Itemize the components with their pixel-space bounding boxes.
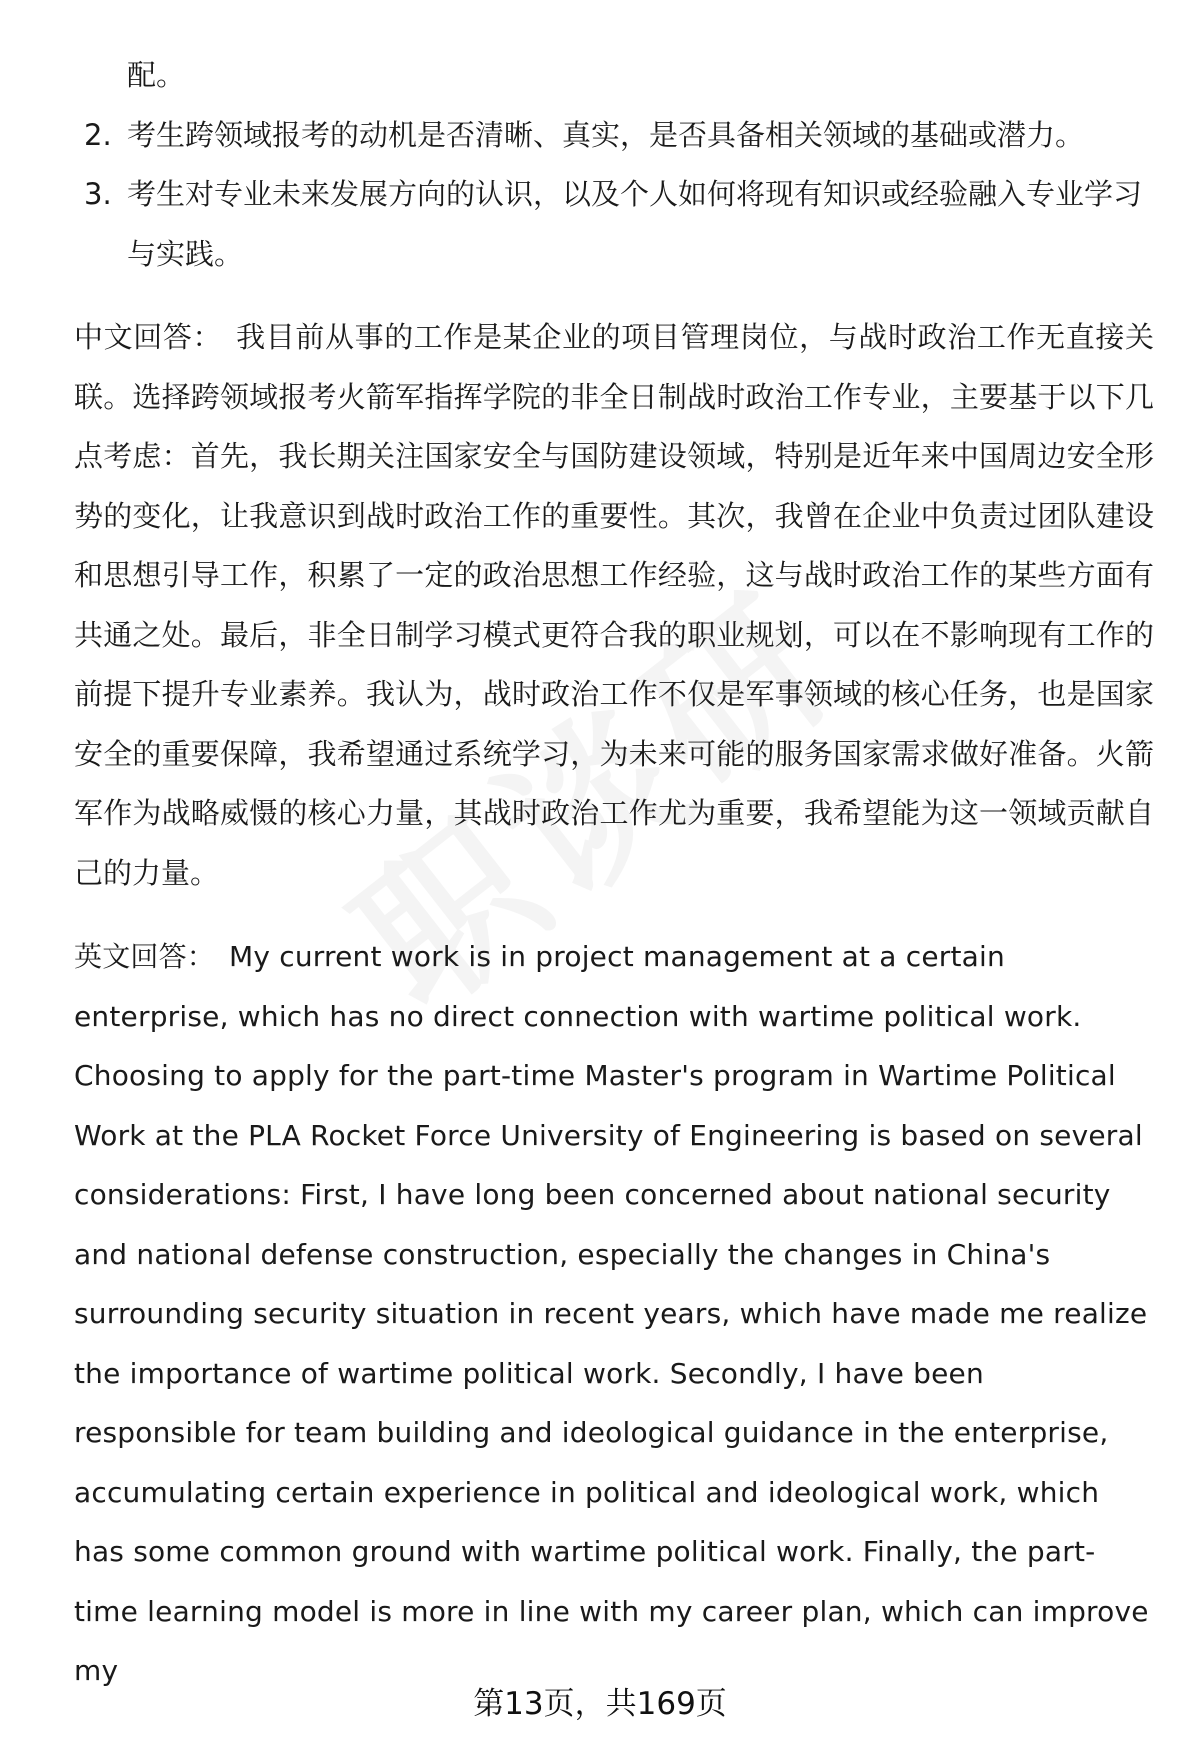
- list-item: [74, 165, 1154, 284]
- page-number-footer: 第13页，共169页: [473, 1686, 727, 1722]
- english-answer-label: 英文回答：: [74, 940, 216, 973]
- list-item-number: 3.: [84, 177, 112, 211]
- document-body: [74, 46, 1154, 1701]
- list-continuation: 配。: [127, 58, 186, 92]
- english-answer-paragraph: [74, 927, 1154, 1701]
- list-item: [74, 106, 1154, 166]
- english-answer-text: My current work is in project management at a certain enterprise, which has no direct connection with wartime political work. Choosing to apply for the part-time Master's program in Wartime Political Work at the PLA Rocket Force University of Engineering is based on several considerations: First, I have long been concerned about national security and national defense construction, especially the changes in China's surrounding security situation in recent years, which have made me realize the importance of wartime political work. Secondly, I have been responsible for team building and ideological guidance in the enterprise, accumulating certain experience in political and ideological work, which has some common ground with wartime political work. Finally, the part-time learning model is more in line with my career plan, which can improve my: [74, 940, 1149, 1687]
- chinese-answer-label: 中文回答：: [74, 320, 223, 354]
- list-item-number: 2.: [84, 117, 112, 152]
- chinese-answer-paragraph: [74, 308, 1154, 903]
- list-item-text: 考生对专业未来发展方向的认识，以及个人如何将现有知识或经验融入专业学习与实践。: [127, 177, 1143, 271]
- chinese-answer-text: 我目前从事的工作是某企业的项目管理岗位，与战时政治工作无直接关联。选择跨领域报考火箭军指挥学院的非全日制战时政治工作专业，主要基于以下几点考虑：首先，我长期关注国家安全与国防建设领域，特别是近年来中国周边安全形势的变化，让我意识到战时政治工作的重要性。其次，我曾在企业中负责过团队建设和思想引导工作，积累了一定的政治思想工作经验，这与战时政治工作的某些方面有共通之处。最后，非全日制学习模式更符合我的职业规划，可以在不影响现有工作的前提下提升专业素养。我认为，战时政治工作不仅是军事领域的核心任务，也是国家安全的重要保障，我希望通过系统学习，为未来可能的服务国家需求做好准备。火箭军作为战略威慑的核心力量，其战时政治工作尤为重要，我希望能为这一领域贡献自己的力量。: [74, 320, 1154, 890]
- list-item-text: 考生跨领域报考的动机是否清晰、真实，是否具备相关领域的基础或潜力。: [127, 117, 1085, 152]
